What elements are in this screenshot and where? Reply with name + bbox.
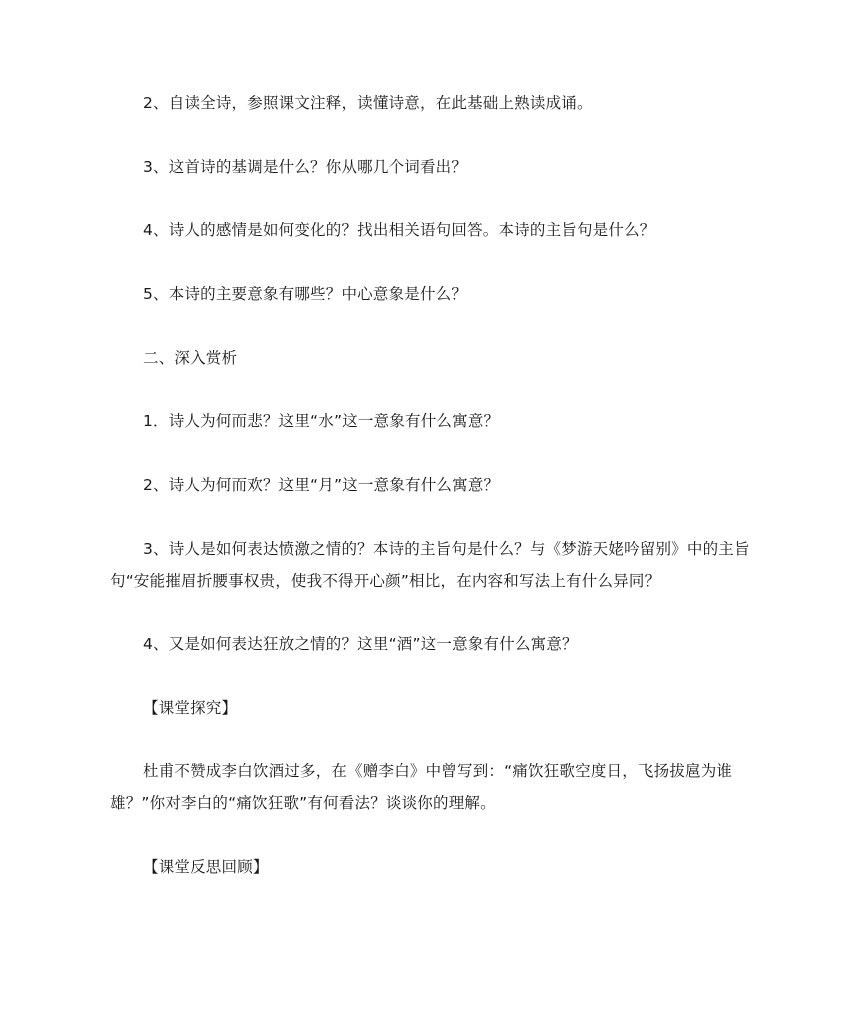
section-heading-deep-analysis: 二、深入赏析: [143, 349, 238, 367]
analysis-question-3-indignation: 3、诗人是如何表达愤激之情的？本诗的主旨句是什么？与《梦游天姥吟留别》中的主旨句“安能摧眉折腰事权贵，使我不得开心颜”相比，在内容和写法上有什么异同？: [110, 540, 750, 590]
question-2-recite: 2、自读全诗，参照课文注释，读懂诗意，在此基础上熟读成诵。: [143, 94, 593, 112]
question-4-emotion: 4、诗人的感情是如何变化的？找出相关语句回答。本诗的主旨句是什么？: [143, 221, 656, 239]
analysis-question-2-moon: 2、诗人为何而欢？这里“月”这一意象有什么寓意？: [143, 476, 500, 494]
section-heading-class-reflection: 【课堂反思回顾】: [143, 858, 269, 876]
analysis-question-1-water: 1．诗人为何而悲？这里“水”这一意象有什么寓意？: [143, 412, 500, 430]
question-5-imagery: 5、本诗的主要意象有哪些？中心意象是什么？: [143, 285, 468, 303]
analysis-question-4-wine: 4、又是如何表达狂放之情的？这里“酒”这一意象有什么寓意？: [143, 635, 578, 653]
question-3-tone: 3、这首诗的基调是什么？你从哪几个词看出？: [143, 158, 468, 176]
section-heading-class-inquiry: 【课堂探究】: [143, 699, 238, 717]
inquiry-paragraph: 杜甫不赞成李白饮酒过多，在《赠李白》中曾写到：“痛饮狂歌空度日，飞扬拔扈为谁雄？”你对李白的“痛饮狂歌”有何看法？谈谈你的理解。: [110, 762, 733, 812]
